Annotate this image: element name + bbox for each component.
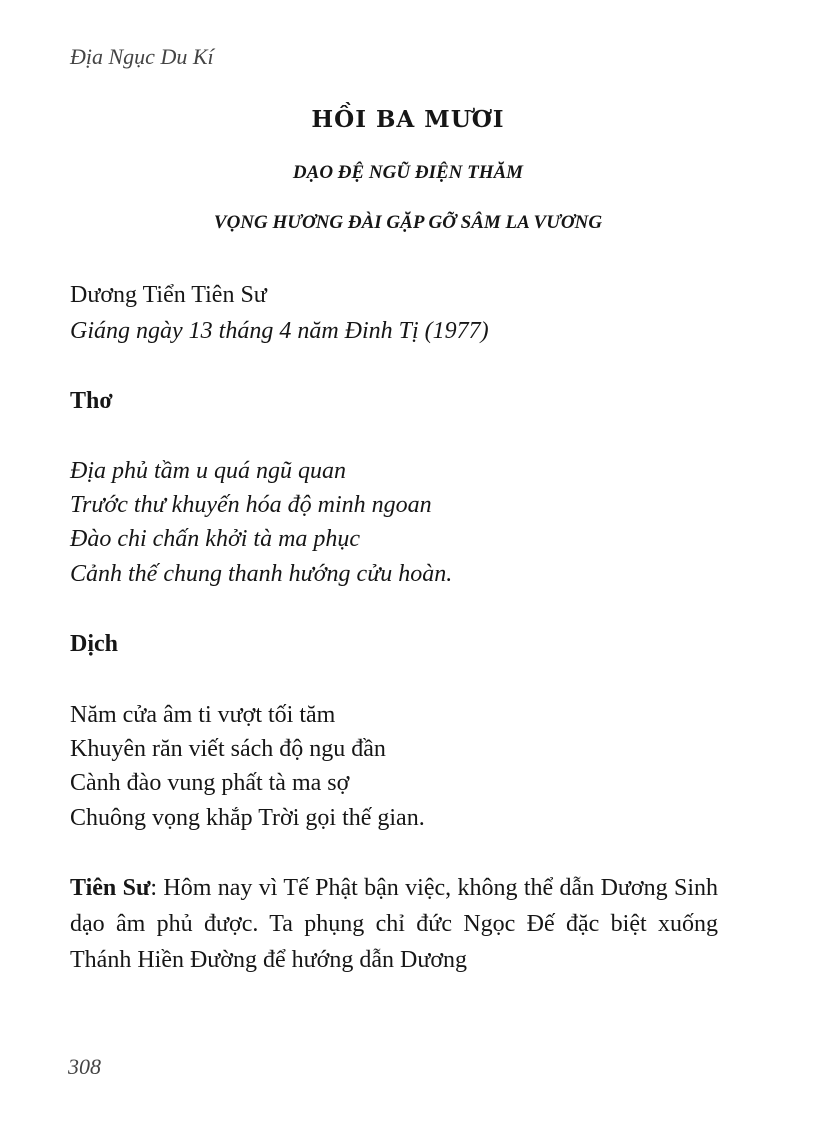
paragraph-text: : Hôm nay vì Tế Phật bận việc, không thể dẫn Dương Sinh dạo âm phủ được. Ta phụng chỉ đức Ngọc Đế đặc biệt xuống Thánh Hiền Đường để hướng dẫn Dương <box>70 875 718 973</box>
chapter-subtitle-2: VỌNG HƯƠNG ĐÀI GẶP GỠ SÂM LA VƯƠNG <box>213 212 603 233</box>
poem-line: Trước thư khuyến hóa độ minh ngoan <box>70 492 432 518</box>
chapter-subtitle-1: DẠO ĐỆ NGŨ ĐIỆN THĂM <box>292 162 524 183</box>
running-header: Địa Ngục Du Kí <box>70 44 214 69</box>
poem-heading: Thơ <box>70 388 113 414</box>
translation-heading: Dịch <box>70 631 118 657</box>
translation-line: Năm cửa âm ti vượt tối tăm <box>70 702 336 728</box>
poem-line: Địa phủ tầm u quá ngũ quan <box>70 458 346 484</box>
chapter-title: HỒI BA MƯƠI <box>311 106 505 133</box>
author-date: Giáng ngày 13 tháng 4 năm Đinh Tị (1977) <box>70 318 489 344</box>
translation-line: Cành đào vung phất tà ma sợ <box>70 770 350 796</box>
translation-line: Khuyên răn viết sách độ ngu đần <box>70 736 386 762</box>
body-paragraph <box>70 870 718 978</box>
poem-line: Đào chi chấn khởi tà ma phục <box>70 526 361 552</box>
poem-line: Cảnh thế chung thanh hướng cửu hoàn. <box>70 561 453 587</box>
author-name: Dương Tiển Tiên Sư <box>70 282 267 308</box>
speaker-name: Tiên Sư <box>70 875 151 901</box>
translation-line: Chuông vọng khắp Trời gọi thế gian. <box>70 805 425 831</box>
page-number: 308 <box>68 1054 101 1079</box>
